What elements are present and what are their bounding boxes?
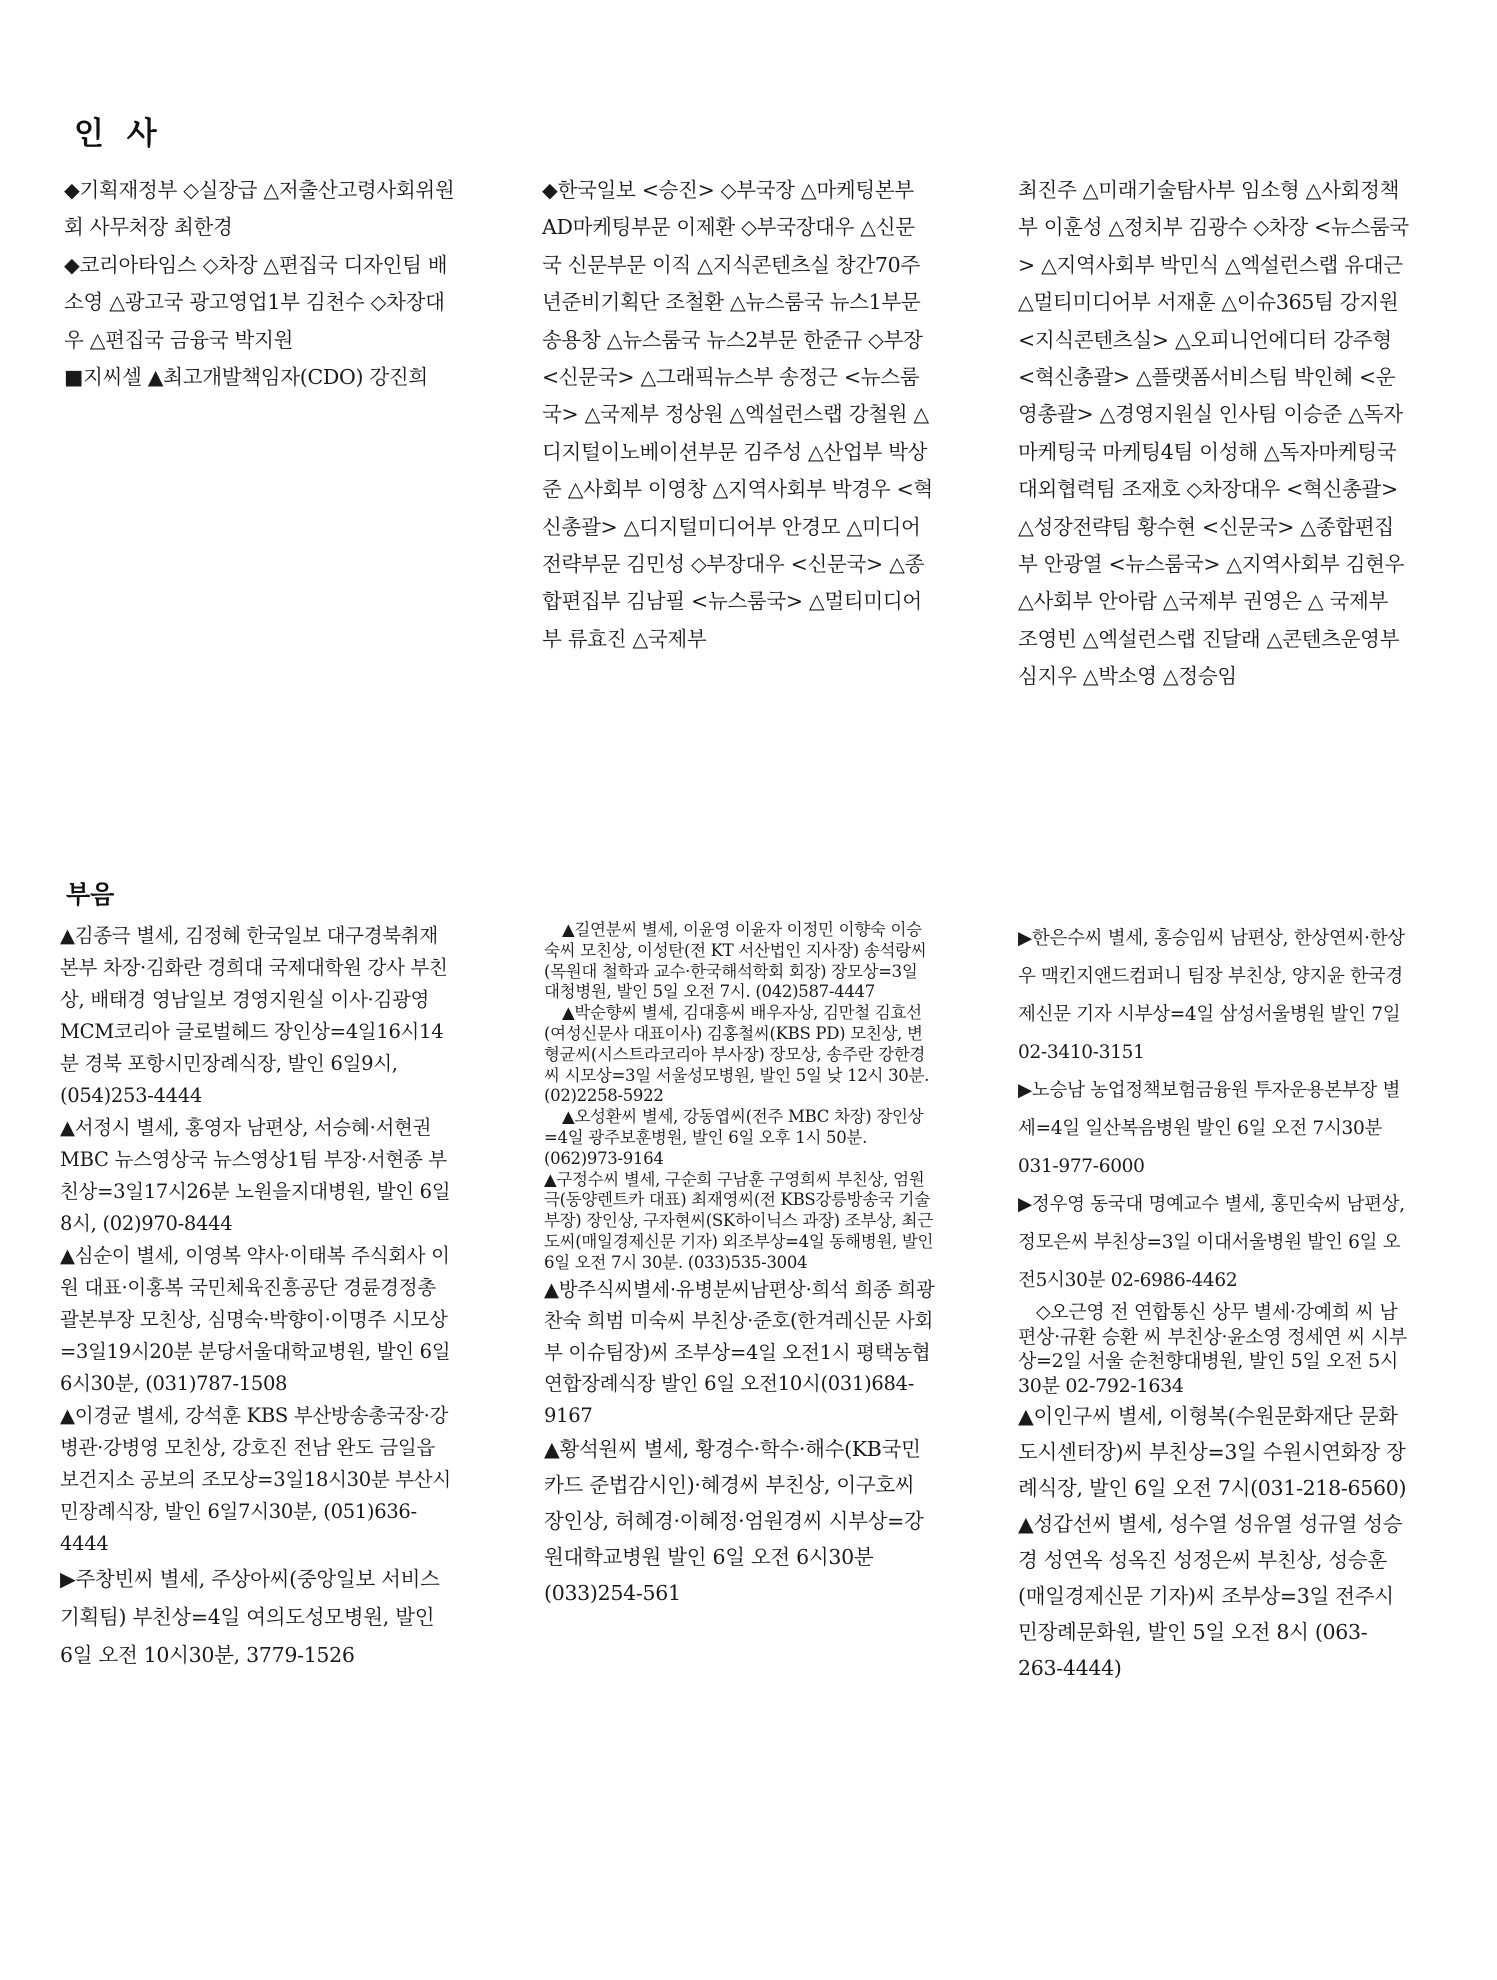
insa-entry: ◆한국일보 <승진> ◇부국장 △마케팅본부 AD마케팅부문 이제환 ◇부국장대우 △신문국 신문부문 이직 △지식콘텐츠실 창간70주년준비기획단 조철환 △뉴스룸국 뉴스1부문 송용창 △뉴스룸국 뉴스2부문 한준규 ◇부장 <신문국> △그래픽뉴스부 송정근 <뉴스룸국> △국제부 정상원 △엑설런스랩 강철원 △디지털이노베이션부문 김주성 △산업부 박상준 △사회부 이영창 △지역사회부 박경우 <혁신총괄> △디지털미디어부 안경모 △미디어전략부문 김민성 ◇부장대우 <신문국> △종합편집부 김남필 <뉴스룸국> △멀티미디어부 류효진 △국제부: [542, 178, 933, 651]
obituary-entry: ◇오근영 전 연합통신 상무 별세·강예희 씨 남편상·규환 승환 씨 부친상·윤소영 정세연 씨 시부상=2일 서울 순천향대병원, 발인 5일 오전 5시 30분 02-792-1634: [1018, 1301, 1407, 1397]
obituary-entry: ▲이인구씨 별세, 이형복(수원문화재단 문화도시센터장)씨 부친상=3일 수원시연화장 장례식장, 발인 6일 오전 7시(031-218-6560): [1018, 1404, 1407, 1501]
insa-section-title: 인 사: [74, 116, 163, 152]
obituary-entry: ▲길연분씨 별세, 이윤영 이윤자 이정민 이향숙 이승숙씨 모친상, 이성탄(전 KT 서산법인 지사장) 송석랑씨(목원대 철학과 교수·한국해석학회 회장) 장모상=3일 대청병원, 발인 5일 오전 7시. (042)587-4447: [544, 920, 927, 1002]
bueum-column-1: [60, 920, 452, 1674]
insa-entry: 최진주 △미래기술탐사부 임소형 △사회정책부 이훈성 △정치부 김광수 ◇차장 <뉴스룸국> △지역사회부 박민식 △엑설런스랩 유대근 △멀티미디어부 서재훈 △이슈365팀 강지원 <지식콘텐츠실> △오피니언에디터 강주형 <혁신총괄> △플랫폼서비스팀 박인혜 <운영총괄> △경영지원실 인사팀 이승준 △독자마케팅국 마케팅4팀 이성해 △독자마케팅국 대외협력팀 조재호 ◇차장대우 <혁신총괄> △성장전략팀 황수현 <신문국> △종합편집부 안광열 <뉴스룸국> △지역사회부 김현우 △사회부 안아람 △국제부 권영은 △ 국제부 조영빈 △엑설런스랩 진달래 △콘텐츠운영부 심지우 △박소영 △정승임: [1018, 178, 1409, 689]
obituary-entry: ▲황석원씨 별세, 황경수·학수·해수(KB국민카드 준법감시인)·혜경씨 부친상, 이구호씨 장인상, 허혜경·이혜정·엄원경씨 시부상=강원대학교병원 발인 6일 오전 6시30분 (033)254-561: [544, 1437, 924, 1606]
obituary-entry: ▲오성환씨 별세, 강동엽씨(전주 MBC 차장) 장인상=4일 광주보훈병원, 발인 6일 오후 1시 50분. (062)973-9164: [544, 1107, 924, 1168]
insa-column-2: [542, 172, 934, 658]
obituary-entry: ▲성갑선씨 별세, 성수열 성유열 성규열 성승경 성연옥 성옥진 성정은씨 부친상, 성승훈(매일경제신문 기자)씨 조부상=3일 전주시민장례문화원, 발인 5일 오전 8시 (063-263-4444): [1018, 1512, 1403, 1681]
obituary-entry: ▲방주식씨별세·유병분씨남편상·희석 희종 희광 찬숙 희범 미숙씨 부친상·준호(한겨레신문 사회부 이슈팀장)씨 조부상=4일 오전1시 평택농협연합장례식장 발인 6일 오전10시(031)684-9167: [544, 1277, 935, 1427]
insa-entry: ◆코리아타임스 ◇차장 △편집국 디자인팀 배소영 △광고국 광고영업1부 김천수 ◇차장대우 △편집국 금융국 박지원: [64, 252, 448, 352]
obituary-entry: ▲구정수씨 별세, 구순희 구남훈 구영희씨 부친상, 엄원극(동양렌트카 대표) 최재영씨(전 KBS강릉방송국 기술부장) 장인상, 구자현씨(SK하이닉스 과장) 조부상, 최근도씨(매일경제신문 기자) 외조부상=4일 동해병원, 발인 6일 오전 7시 30분. (033)535-3004: [544, 1169, 934, 1272]
bueum-column-3: [1018, 920, 1410, 1686]
obituary-entry: ▲서정시 별세, 홍영자 남편상, 서승혜·서현권 MBC 뉴스영상국 뉴스영상1팀 부장·서현종 부친상=3일17시26분 노원을지대병원, 발인 6일8시, (02)970-8444: [60, 1116, 451, 1235]
obituary-entry: ▶노승남 농업정책보험금융원 투자운용본부장 별세=4일 일산복음병원 발인 6일 오전 7시30분 031-977-6000: [1018, 1080, 1401, 1177]
obituary-entry: ▲박순향씨 별세, 김대흥씨 배우자상, 김만철 김효선(여성신문사 대표이사) 김홍철씨(KBS PD) 모친상, 변형균씨(시스트라코리아 부사장) 장모상, 송주란 강한경씨 시모상=3일 서울성모병원, 발인 5일 낮 12시 30분. (02)2258-5922: [544, 1003, 930, 1106]
obituary-entry: ▶정우영 동국대 명예교수 별세, 홍민숙씨 남편상, 정모은씨 부친상=3일 이대서울병원 발인 6일 오전5시30분 02-6986-4462: [1018, 1194, 1405, 1291]
obituary-entry: ▲심순이 별세, 이영복 약사·이태복 주식회사 이원 대표·이홍복 국민체육진흥공단 경륜경정총괄본부장 모친상, 심명숙·박향이·이명주 시모상=3일19시20분 분당서울대학교병원, 발인 6일6시30분, (031)787-1508: [60, 1244, 451, 1395]
obituary-entry: ▲김종극 별세, 김정혜 한국일보 대구경북취재본부 차장·김화란 경희대 국제대학원 강사 부친상, 배태경 영남일보 경영지원실 이사·김광영 MCM코리아 글로벌헤드 장인상=4일16시14분 경북 포항시민장례식장, 발인 6일9시, (054)253-4444: [60, 924, 448, 1107]
bueum-column-2: [544, 920, 936, 1611]
insa-entry: ■지씨셀 ▲최고개발책임자(CDO) 강진희: [64, 365, 428, 390]
bueum-section-title: 부음: [66, 880, 115, 909]
obituary-entry: ▶주창빈씨 별세, 주상아씨(중앙일보 서비스기획팀) 부친상=4일 여의도성모병원, 발인 6일 오전 10시30분, 3779-1526: [60, 1567, 440, 1667]
insa-column-1: [64, 172, 456, 396]
obituary-entry: ▶한은수씨 별세, 홍승임씨 남편상, 한상연씨·한상우 맥킨지앤드컴퍼니 팀장 부친상, 양지윤 한국경제신문 기자 시부상=4일 삼성서울병원 발인 7일 02-3410-3151: [1018, 928, 1405, 1063]
obituary-entry: ▲이경균 별세, 강석훈 KBS 부산방송총국장·강병관·강병영 모친상, 강호진 전남 완도 금일읍보건지소 공보의 조모상=3일18시30분 부산시민장례식장, 발인 6일7시30분, (051)636-4444: [60, 1404, 451, 1555]
insa-column-3: [1018, 172, 1410, 696]
insa-entry: ◆기획재정부 ◇실장급 △저출산고령사회위원회 사무처장 최한경: [64, 178, 455, 240]
